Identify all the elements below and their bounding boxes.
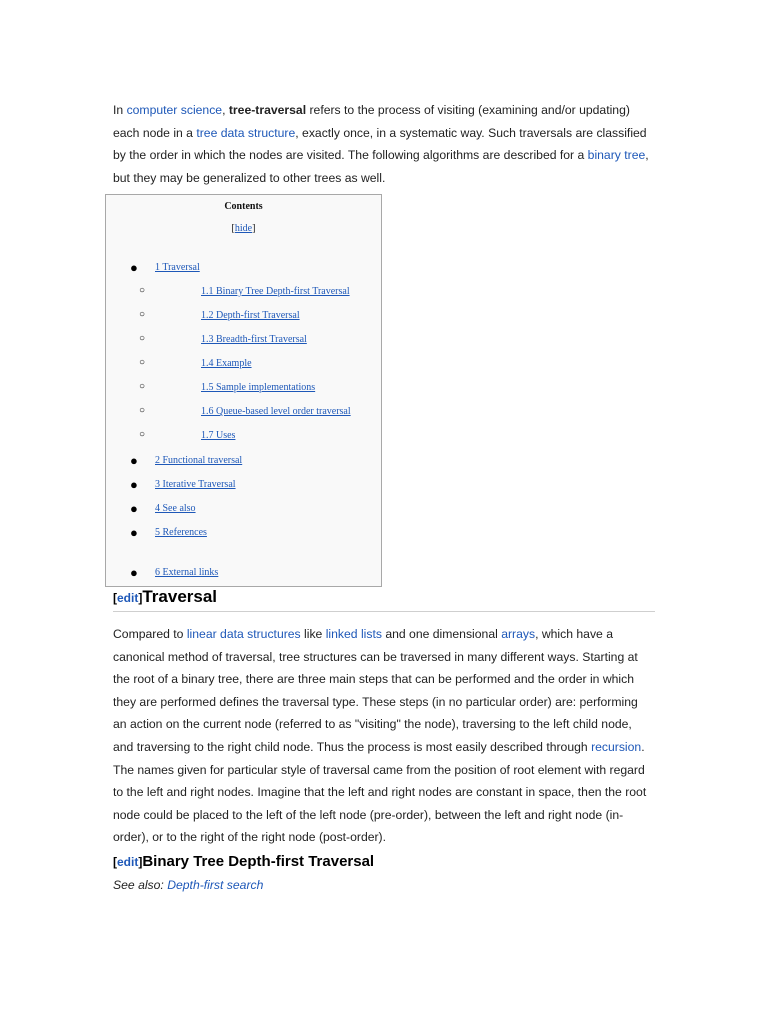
link-computer-science[interactable]: computer science bbox=[126, 103, 223, 117]
edit-section-control bbox=[113, 591, 142, 605]
edit-bracket-open: [ bbox=[113, 591, 117, 605]
toc-hide-bracket-close: ] bbox=[252, 223, 256, 234]
body-text: like bbox=[300, 627, 326, 641]
intro-text: , but they may be generalized to other trees as well. bbox=[113, 148, 649, 185]
edit-link[interactable]: edit bbox=[117, 591, 139, 605]
intro-text: , exactly once, in a systematic way. Such traversals are classified by the order in which the nodes are visited. The following algorithms are described for a bbox=[113, 125, 647, 163]
circle-bullet-icon: ○ bbox=[139, 429, 146, 440]
intro-text: In bbox=[113, 103, 127, 117]
toc-link-sample-implementations[interactable]: 1.5 Sample implementations bbox=[201, 382, 316, 393]
edit-bracket-close: ] bbox=[138, 855, 143, 869]
table-of-contents bbox=[105, 194, 382, 587]
toc-link-functional-traversal[interactable]: 2 Functional traversal bbox=[155, 455, 243, 466]
bullet-icon: ● bbox=[130, 453, 138, 468]
term-tree-traversal: tree-traversal bbox=[228, 103, 307, 117]
circle-bullet-icon: ○ bbox=[139, 405, 146, 416]
circle-bullet-icon: ○ bbox=[139, 381, 146, 392]
see-also-prefix: See also: bbox=[113, 878, 168, 892]
edit-bracket-close: ] bbox=[138, 591, 143, 605]
toc-link-iterative-traversal[interactable]: 3 Iterative Traversal bbox=[155, 479, 236, 490]
see-also-note bbox=[113, 878, 263, 892]
toc-link-traversal[interactable]: 1 Traversal bbox=[155, 262, 200, 273]
link-tree-data-structure[interactable]: tree data structure bbox=[196, 125, 296, 140]
body-text: , which have a canonical method of traversal, tree structures can be traversed in many different ways. Starting at the root of a binary tree, there are three main steps that can be performed and the order in which they are performed defines the traversal type. These steps (in no particular order) are: performing an action on the current node (referred to as "visiting" the node), traversing to the left child node, and traversing to the right child node. Thus the process is most easily described through bbox=[113, 627, 638, 754]
edit-section-control bbox=[113, 855, 142, 869]
body-text: . The names given for particular style of traversal came from the position of root element with regard to the left and right nodes. Imagine that the left and right nodes are constant in space, then the root node could be placed to the left of the left node (pre-order), between the left and right node (in-order), or to the right of the right node (post-order). bbox=[113, 739, 647, 845]
link-arrays[interactable]: arrays bbox=[501, 627, 536, 641]
traversal-paragraph bbox=[113, 623, 653, 849]
body-text: and one dimensional bbox=[381, 627, 502, 641]
edit-bracket-open: [ bbox=[113, 855, 117, 869]
toc-hide-link[interactable]: hide bbox=[234, 223, 253, 234]
body-text: Compared to bbox=[113, 627, 187, 641]
toc-link-depth-first[interactable]: 1.2 Depth-first Traversal bbox=[201, 310, 300, 321]
toc-link-breadth-first[interactable]: 1.3 Breadth-first Traversal bbox=[201, 334, 307, 345]
circle-bullet-icon: ○ bbox=[139, 333, 146, 344]
circle-bullet-icon: ○ bbox=[139, 285, 146, 296]
link-depth-first-search[interactable]: Depth-first search bbox=[167, 878, 264, 892]
bullet-icon: ● bbox=[130, 477, 138, 492]
circle-bullet-icon: ○ bbox=[139, 309, 146, 320]
intro-text: , bbox=[222, 103, 229, 117]
section-title: Binary Tree Depth-first Traversal bbox=[142, 853, 375, 870]
toc-link-references[interactable]: 5 References bbox=[155, 527, 207, 538]
toc-link-uses[interactable]: 1.7 Uses bbox=[201, 430, 236, 441]
circle-bullet-icon: ○ bbox=[139, 357, 146, 368]
toc-link-binary-tree-dft[interactable]: 1.1 Binary Tree Depth-first Traversal bbox=[201, 286, 350, 297]
edit-link[interactable]: edit bbox=[117, 855, 139, 869]
toc-link-external-links[interactable]: 6 External links bbox=[155, 567, 219, 578]
toc-hide-toggle bbox=[106, 223, 381, 234]
toc-title: Contents bbox=[224, 201, 263, 212]
link-binary-tree[interactable]: binary tree bbox=[587, 148, 646, 163]
bullet-icon: ● bbox=[130, 565, 138, 580]
link-linked-lists[interactable]: linked lists bbox=[325, 627, 382, 641]
toc-link-example[interactable]: 1.4 Example bbox=[201, 358, 252, 369]
toc-link-queue-based[interactable]: 1.6 Queue-based level order traversal bbox=[201, 406, 351, 417]
bullet-icon: ● bbox=[130, 501, 138, 516]
intro-text: refers to the process of visiting (examining and/or updating) each node in a bbox=[113, 103, 630, 140]
toc-hide-bracket-open: [ bbox=[231, 223, 235, 234]
link-linear-data-structures[interactable]: linear data structures bbox=[186, 627, 301, 641]
link-recursion[interactable]: recursion bbox=[591, 739, 642, 754]
section-title: Traversal bbox=[142, 587, 218, 606]
bullet-icon: ● bbox=[130, 525, 138, 540]
intro-paragraph bbox=[113, 99, 653, 189]
section-heading-binary-tree-dft bbox=[113, 853, 374, 870]
heading-divider bbox=[113, 611, 655, 612]
bullet-icon: ● bbox=[130, 260, 138, 275]
section-heading-traversal bbox=[113, 587, 217, 607]
toc-link-see-also[interactable]: 4 See also bbox=[155, 503, 196, 514]
